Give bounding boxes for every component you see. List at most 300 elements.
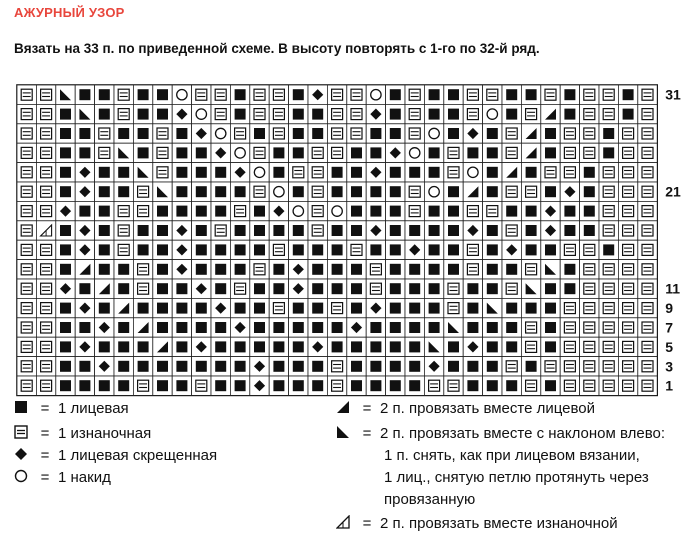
- purl-cell: [250, 260, 269, 279]
- knit-cell: [521, 357, 540, 376]
- knit-cell: [502, 104, 521, 123]
- twisted-cell: [308, 85, 327, 104]
- knit-cell: [541, 279, 560, 298]
- purl-cell: [17, 279, 36, 298]
- knit-cell: [444, 182, 463, 201]
- purl-cell: [580, 337, 599, 356]
- twisted-cell: [75, 337, 94, 356]
- circle-icon: [14, 469, 32, 487]
- legend-ssk-line3: 1 лиц., снятую петлю протянуть через: [384, 469, 649, 486]
- knit-cell: [308, 260, 327, 279]
- knit-cell: [580, 182, 599, 201]
- legend-k2tog-text: 2 п. провязать вместе лицевой: [380, 400, 596, 417]
- knit-cell: [502, 298, 521, 317]
- knit-cell: [75, 279, 94, 298]
- purl-cell: [521, 318, 540, 337]
- legend-equals: =: [362, 515, 372, 532]
- k2tog-cell: [521, 143, 540, 162]
- knit-cell: [424, 240, 443, 259]
- twisted-cell: [95, 318, 114, 337]
- knit-cell: [444, 260, 463, 279]
- knit-cell: [502, 376, 521, 395]
- knit-cell: [444, 337, 463, 356]
- purl-cell: [192, 376, 211, 395]
- knit-cell: [405, 163, 424, 182]
- knit-cell: [56, 260, 75, 279]
- twisted-cell: [192, 279, 211, 298]
- purl-cell: [618, 143, 637, 162]
- pattern-instructions: Вязать на 33 п. по приведенной схеме. В высоту повторять с 1-го по 32-й ряд.: [14, 41, 540, 56]
- knit-cell: [172, 337, 191, 356]
- knit-cell: [289, 357, 308, 376]
- knit-cell: [211, 376, 230, 395]
- knit-cell: [483, 337, 502, 356]
- knit-cell: [133, 337, 152, 356]
- purl-cell: [580, 104, 599, 123]
- purl-cell: [133, 376, 152, 395]
- row-number-label: 31: [665, 86, 681, 103]
- twisted-cell: [56, 201, 75, 220]
- knit-cell: [172, 318, 191, 337]
- purl-cell: [405, 104, 424, 123]
- twisted-cell: [75, 240, 94, 259]
- purl-cell: [192, 85, 211, 104]
- purl-cell: [405, 201, 424, 220]
- yarnover-cell: [269, 182, 288, 201]
- knit-cell: [541, 240, 560, 259]
- knit-cell: [114, 260, 133, 279]
- knit-cell: [521, 240, 540, 259]
- purl-cell: [153, 163, 172, 182]
- legend-ssk: [336, 425, 665, 443]
- purl-cell: [36, 163, 55, 182]
- ssk-cell: [424, 337, 443, 356]
- purl-cell: [560, 240, 579, 259]
- legend-equals: =: [40, 469, 50, 486]
- knit-cell: [269, 260, 288, 279]
- knit-cell: [483, 221, 502, 240]
- k2tog-cell: [114, 298, 133, 317]
- knit-cell: [347, 201, 366, 220]
- purl-cell: [366, 260, 385, 279]
- twisted-cell: [541, 221, 560, 240]
- yarnover-cell: [250, 163, 269, 182]
- purl-cell: [638, 318, 657, 337]
- knit-cell: [483, 163, 502, 182]
- knit-cell: [133, 85, 152, 104]
- knit-cell: [386, 104, 405, 123]
- purl-cell: [541, 85, 560, 104]
- purl-cell: [618, 298, 637, 317]
- knit-cell: [424, 260, 443, 279]
- purl-cell: [444, 143, 463, 162]
- purl-cell: [17, 240, 36, 259]
- knit-cell: [366, 337, 385, 356]
- knit-cell: [230, 376, 249, 395]
- twisted-cell: [289, 260, 308, 279]
- knit-cell: [289, 143, 308, 162]
- knit-cell: [172, 357, 191, 376]
- purl-cell: [502, 124, 521, 143]
- knit-cell: [172, 143, 191, 162]
- knit-cell: [599, 240, 618, 259]
- purl-cell: [327, 124, 346, 143]
- knit-cell: [211, 318, 230, 337]
- purl-cell: [308, 182, 327, 201]
- knit-cell: [153, 104, 172, 123]
- knit-cell: [133, 124, 152, 143]
- knit-cell: [366, 240, 385, 259]
- row-number-label: 3: [665, 358, 673, 375]
- purl-cell: [463, 240, 482, 259]
- twisted-cell: [463, 124, 482, 143]
- knit-cell: [347, 298, 366, 317]
- knit-cell: [95, 221, 114, 240]
- purl-cell: [560, 318, 579, 337]
- knit-cell: [483, 240, 502, 259]
- knit-cell: [444, 357, 463, 376]
- legend-p2tog: [336, 515, 618, 533]
- legend-p2tog-text: 2 п. провязать вместе изнаночной: [380, 515, 618, 532]
- knit-cell: [133, 240, 152, 259]
- knit-cell: [541, 143, 560, 162]
- knit-cell: [463, 318, 482, 337]
- twisted-cell: [366, 221, 385, 240]
- purl-cell: [580, 260, 599, 279]
- knit-cell: [75, 318, 94, 337]
- knit-cell: [56, 221, 75, 240]
- knit-cell: [269, 221, 288, 240]
- purl-cell: [327, 298, 346, 317]
- knit-cell: [153, 221, 172, 240]
- knit-cell: [502, 201, 521, 220]
- purl-cell: [211, 85, 230, 104]
- knit-cell: [269, 279, 288, 298]
- purl-cell: [638, 163, 657, 182]
- purl-cell: [618, 337, 637, 356]
- purl-cell: [618, 124, 637, 143]
- purl-cell: [95, 143, 114, 162]
- knit-cell: [230, 85, 249, 104]
- purl-cell: [269, 104, 288, 123]
- purl-cell: [36, 240, 55, 259]
- purl-cell: [347, 124, 366, 143]
- twisted-cell: [211, 298, 230, 317]
- knit-cell: [230, 337, 249, 356]
- purl-cell: [638, 104, 657, 123]
- purl-cell: [618, 163, 637, 182]
- twisted-cell: [172, 240, 191, 259]
- legend-ssk-text: 2 п. провязать вместе с наклоном влево:: [380, 425, 666, 442]
- purl-cell: [17, 337, 36, 356]
- knit-cell: [192, 221, 211, 240]
- purl-cell: [599, 104, 618, 123]
- purl-cell: [580, 240, 599, 259]
- knit-cell: [386, 240, 405, 259]
- yarnover-cell: [424, 124, 443, 143]
- knit-cell: [386, 376, 405, 395]
- purl-cell: [599, 163, 618, 182]
- k2tog-cell: [133, 318, 152, 337]
- knit-cell: [444, 85, 463, 104]
- knit-cell: [75, 376, 94, 395]
- knit-cell: [211, 337, 230, 356]
- purl-cell: [36, 104, 55, 123]
- legend-k2tog: [336, 400, 595, 418]
- knit-cell: [95, 376, 114, 395]
- knit-cell: [172, 298, 191, 317]
- knit-cell: [308, 124, 327, 143]
- knit-cell: [424, 298, 443, 317]
- twisted-cell: [56, 279, 75, 298]
- purl-cell: [114, 104, 133, 123]
- knit-cell: [133, 357, 152, 376]
- purl-cell: [560, 298, 579, 317]
- twisted-cell: [75, 182, 94, 201]
- knit-cell: [192, 163, 211, 182]
- knit-cell: [327, 318, 346, 337]
- diamond-icon: [14, 447, 32, 465]
- twisted-cell: [75, 298, 94, 317]
- purl-cell: [502, 143, 521, 162]
- ssk-cell: [75, 104, 94, 123]
- purl-cell: [521, 337, 540, 356]
- knit-cell: [483, 279, 502, 298]
- purl-cell: [17, 104, 36, 123]
- knit-cell: [386, 260, 405, 279]
- knit-cell: [192, 318, 211, 337]
- knit-cell: [366, 318, 385, 337]
- knit-cell: [560, 104, 579, 123]
- purl-cell: [580, 318, 599, 337]
- k2tog-cell: [463, 182, 482, 201]
- purl-cell: [618, 182, 637, 201]
- twisted-cell: [75, 221, 94, 240]
- knit-cell: [289, 221, 308, 240]
- knit-cell: [289, 104, 308, 123]
- knit-cell: [560, 201, 579, 220]
- purl-cell: [211, 104, 230, 123]
- knit-cell: [347, 163, 366, 182]
- legend-equals: =: [40, 425, 50, 442]
- purl-cell: [347, 104, 366, 123]
- knit-cell: [386, 85, 405, 104]
- knit-cell: [424, 163, 443, 182]
- purl-cell: [17, 163, 36, 182]
- knit-cell: [56, 357, 75, 376]
- knit-cell: [405, 260, 424, 279]
- purl-cell: [114, 85, 133, 104]
- knit-cell: [56, 337, 75, 356]
- purl-cell: [17, 143, 36, 162]
- purl-cell: [36, 201, 55, 220]
- purl-cell: [36, 357, 55, 376]
- legend-yarnover-text: 1 накид: [58, 469, 111, 486]
- knit-cell: [211, 240, 230, 259]
- knit-cell: [327, 221, 346, 240]
- ssk-cell: [541, 260, 560, 279]
- knit-cell: [269, 376, 288, 395]
- knit-cell: [230, 104, 249, 123]
- knit-cell: [618, 85, 637, 104]
- knit-cell: [541, 182, 560, 201]
- purl-cell: [638, 337, 657, 356]
- knit-cell: [424, 279, 443, 298]
- legend-yarnover: [14, 469, 111, 487]
- purl-cell: [463, 201, 482, 220]
- purl-cell: [638, 260, 657, 279]
- knit-cell: [269, 357, 288, 376]
- purl-cell: [599, 376, 618, 395]
- purl-cell: [618, 357, 637, 376]
- purl-cell: [366, 279, 385, 298]
- legend-equals: =: [40, 400, 50, 417]
- purl-cell: [580, 376, 599, 395]
- knit-cell: [230, 182, 249, 201]
- purl-cell: [560, 337, 579, 356]
- knit-cell: [172, 376, 191, 395]
- knit-cell: [483, 376, 502, 395]
- purl-cell: [463, 104, 482, 123]
- row-number-label: 5: [665, 338, 673, 355]
- knit-cell: [483, 143, 502, 162]
- purl-cell: [327, 357, 346, 376]
- purl-cell: [250, 182, 269, 201]
- knit-cell: [405, 221, 424, 240]
- knit-cell: [56, 376, 75, 395]
- knit-cell: [308, 240, 327, 259]
- knit-cell: [541, 376, 560, 395]
- legend-twisted-text: 1 лицевая скрещенная: [58, 447, 218, 464]
- twisted-cell: [405, 240, 424, 259]
- knit-cell: [289, 318, 308, 337]
- k2tog-cell: [75, 260, 94, 279]
- twisted-cell: [366, 298, 385, 317]
- purl-cell: [36, 376, 55, 395]
- purl-cell: [17, 318, 36, 337]
- knit-cell: [444, 124, 463, 143]
- knit-cell: [366, 357, 385, 376]
- purl-cell: [599, 201, 618, 220]
- knit-cell: [560, 260, 579, 279]
- knit-cell: [580, 163, 599, 182]
- yarnover-cell: [192, 104, 211, 123]
- legend-ssk-line2: 1 п. снять, как при лицевом вязании,: [384, 447, 640, 464]
- purl-cell: [483, 85, 502, 104]
- knit-cell: [269, 318, 288, 337]
- purl-cell: [521, 260, 540, 279]
- knit-cell: [483, 182, 502, 201]
- purl-cell: [230, 279, 249, 298]
- purl-cell: [153, 124, 172, 143]
- knit-cell: [347, 357, 366, 376]
- knit-cell: [114, 337, 133, 356]
- purl-cell: [638, 221, 657, 240]
- knit-cell: [424, 85, 443, 104]
- purl-cell: [269, 298, 288, 317]
- knit-cell: [580, 201, 599, 220]
- knit-cell: [75, 85, 94, 104]
- knit-cell: [172, 182, 191, 201]
- knit-cell: [75, 201, 94, 220]
- knit-cell: [192, 240, 211, 259]
- purl-cell: [250, 104, 269, 123]
- knit-cell: [56, 163, 75, 182]
- knit-cell: [386, 221, 405, 240]
- row-number-label: 11: [665, 280, 681, 297]
- knit-cell: [56, 124, 75, 143]
- purl-cell: [17, 298, 36, 317]
- twisted-cell: [250, 376, 269, 395]
- purl-cell: [347, 240, 366, 259]
- knit-cell: [211, 182, 230, 201]
- purl-cell: [36, 182, 55, 201]
- knit-cell: [560, 221, 579, 240]
- knit-cell: [560, 85, 579, 104]
- knit-cell: [347, 143, 366, 162]
- knit-cell: [250, 279, 269, 298]
- twisted-cell: [95, 357, 114, 376]
- twisted-cell: [560, 182, 579, 201]
- knit-cell: [114, 124, 133, 143]
- purl-cell: [599, 318, 618, 337]
- knit-cell: [366, 201, 385, 220]
- knit-cell: [192, 298, 211, 317]
- yarnover-cell: [327, 201, 346, 220]
- yarnover-cell: [366, 85, 385, 104]
- knit-cell: [386, 124, 405, 143]
- knit-cell: [405, 337, 424, 356]
- knit-cell: [56, 104, 75, 123]
- knit-cell: [289, 376, 308, 395]
- purl-cell: [638, 279, 657, 298]
- knit-cell: [347, 260, 366, 279]
- twisted-cell: [192, 337, 211, 356]
- purl-cell: [17, 124, 36, 143]
- knit-cell: [250, 240, 269, 259]
- knit-cell: [289, 298, 308, 317]
- knit-cell: [56, 298, 75, 317]
- purl-cell: [269, 240, 288, 259]
- purl-cell: [36, 85, 55, 104]
- purl-cell: [269, 124, 288, 143]
- purl-cell: [250, 85, 269, 104]
- purl-cell: [327, 104, 346, 123]
- row-number-label: 7: [665, 319, 673, 336]
- knit-cell: [250, 337, 269, 356]
- knit-cell: [327, 163, 346, 182]
- twisted-cell: [347, 318, 366, 337]
- knit-cell: [386, 279, 405, 298]
- knit-cell: [95, 201, 114, 220]
- knit-cell: [56, 143, 75, 162]
- knit-cell: [483, 318, 502, 337]
- purl-cell: [327, 376, 346, 395]
- legend-knit-text: 1 лицевая: [58, 400, 129, 417]
- purl-cell: [638, 143, 657, 162]
- knit-cell: [347, 376, 366, 395]
- knit-cell: [250, 318, 269, 337]
- purl-cell: [502, 279, 521, 298]
- yarnover-cell: [211, 124, 230, 143]
- knit-cell: [521, 163, 540, 182]
- knit-cell: [424, 221, 443, 240]
- knit-cell: [95, 260, 114, 279]
- knit-cell: [366, 124, 385, 143]
- twisted-cell: [366, 163, 385, 182]
- purl-cell: [444, 279, 463, 298]
- knit-cell: [386, 337, 405, 356]
